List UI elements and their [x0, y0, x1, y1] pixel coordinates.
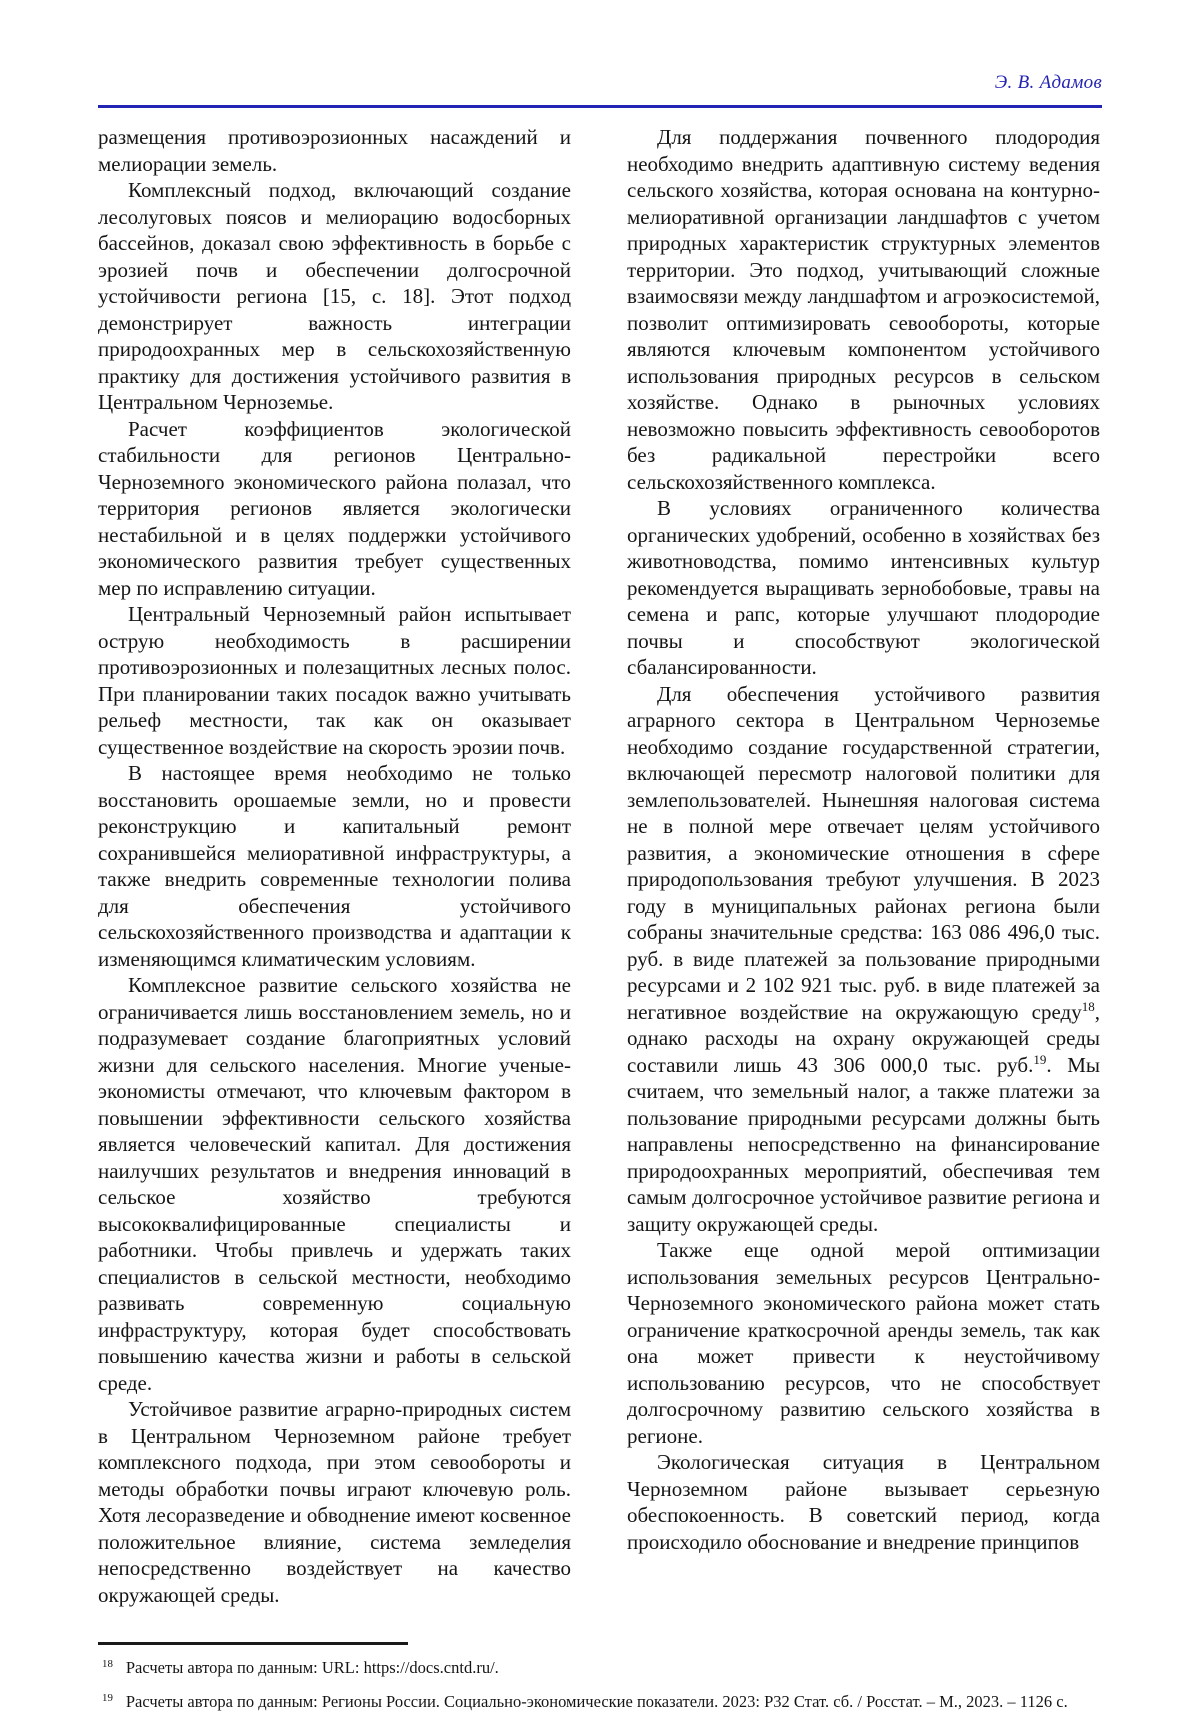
footnote-marker: 18: [1081, 998, 1095, 1014]
footnote-rule: [98, 1642, 408, 1645]
footnote-number: 19: [102, 1691, 113, 1704]
right-column: [627, 124, 1100, 1608]
footnote-number: 18: [102, 1657, 113, 1670]
paragraph: Для обеспечения устойчивого развития аграрного сектора в Центральном Черноземье необходимо создание государственной стратегии, включающей пересмотр налоговой политики для землепользователей. Нынешняя налоговая система не в полной мере отвечает целям устойчивого развития, а экономические отношения в сфере природопользования требуют улучшения. В 2023 году в муниципальных районах региона были собраны значительные средства: 163 086 496,0 тыс. руб. в виде платежей за пользование природными ресурсами и 2 102 921 тыс. руб. в виде платежей за негативное воздействие на окружающую среду$^{18}$, однако расходы на охрану окружающей среды составили лишь 43 306 000,0 тыс. руб.$^{19}$. Мы считаем, что земельный налог, а также платежи за пользование природными ресурсами должны быть направлены непосредственно на финансирование природоохранных мероприятий, обеспечивая тем самым долгосрочное устойчивое развитие региона и защиту окружающей среды.: [627, 681, 1100, 1236]
page-header: [98, 72, 1102, 100]
paragraph: Комплексное развитие сельского хозяйства не ограничивается лишь восстановлением земель, но и подразумевает создание благоприятных условий жизни для сельского населения. Многие ученые-экономисты отмечают, что ключевым фактором в повышении эффективности сельского хозяйства является человеческий капитал. Для достижения наилучших результатов и внедрения инноваций в сельское хозяйство требуются высококвалифицированные специалисты и работники. Чтобы привлечь и удержать таких специалистов в сельской местности, необходимо развивать современную социальную инфраструктуру, которая будет способствовать повышению качества жизни и работы в сельской среде.: [98, 973, 571, 1395]
paragraph: Также еще одной мерой оптимизации использования земельных ресурсов Центрально-Черноземного экономического района может стать ограничение краткосрочной аренды земель, так как она может привести к неустойчивому использованию ресурсов, что не способствует долгосрочному развитию сельского хозяйства в регионе.: [627, 1238, 1100, 1448]
footnote-marker: 19: [1033, 1051, 1047, 1067]
paragraph: Расчет коэффициентов экологической стабильности для регионов Центрально-Черноземного экономического района полазал, что территория регионов является экологически нестабильной и в целях поддержки устойчивого экономического развития требует существенных мер по исправлению ситуации.: [98, 416, 571, 600]
footnote: $^{18}$ Расчеты автора по данным: URL: https://docs.cntd.ru/.: [102, 1657, 499, 1677]
paragraph: Устойчивое развитие аграрно-природных систем в Центральном Черноземном районе требует комплексного подхода, при этом севообороты и методы обработки почвы играют ключевую роль. Хотя лесоразведение и обводнение имеют косвенное положительное влияние, система земледелия непосредственно воздействует на качество окружающей среды.: [98, 1397, 571, 1607]
paragraph: Экологическая ситуация в Центральном Черноземном районе вызывает серьезную обеспокоенность. В советский период, когда происходило обоснование и внедрение принципов: [627, 1450, 1100, 1554]
text-columns: [98, 124, 1102, 1608]
paragraph: В условиях ограниченного количества органических удобрений, особенно в хозяйствах без животноводства, помимо интенсивных культур рекомендуется выращивать зернобобовые, травы на семена и рапс, которые улучшают плодородие почвы и способствуют экологической сбалансированности.: [627, 496, 1100, 679]
footnote: $^{19}$ Расчеты автора по данным: Регионы России. Социально-экономические показатели. 2023: Р32 Стат. сб. / Росстат. – М., 2023. – 1126 с.: [102, 1691, 1068, 1711]
paragraph: Для поддержания почвенного плодородия необходимо внедрить адаптивную систему ведения сельского хозяйства, которая основана на контурно-мелиоративной организации ландшафтов с учетом природных характеристик структурных элементов территории. Это подход, учитывающий сложные взаимосвязи между ландшафтом и агроэкосистемой, позволит оптимизировать севообороты, которые являются ключевым компонентом устойчивого использования природных ресурсов в сельском хозяйстве. Однако в рыночных условиях невозможно повысить эффективность севооборотов без радикальной перестройки всего сельскохозяйственного комплекса.: [627, 125, 1100, 494]
header-rule: [98, 105, 1102, 108]
paragraph: В настоящее время необходимо не только восстановить орошаемые земли, но и провести реконструкцию и капитальный ремонт сохранившейся мелиоративной инфраструктуры, а также внедрить современные технологии полива для обеспечения устойчивого сельскохозяйственного производства и адаптации к изменяющимся климатическим условиям.: [98, 761, 571, 971]
paragraph: Комплексный подход, включающий создание лесолуговых поясов и мелиорацию водосборных бассейнов, доказал свою эффективность в борьбе с эрозией почв и обеспечении долгосрочной устойчивости региона [15, с. 18]. Этот подход демонстрирует важность интеграции природоохранных мер в сельскохозяйственную практику для достижения устойчивого развития в Центральном Черноземье.: [98, 178, 571, 414]
paragraph: Центральный Черноземный район испытывает острую необходимость в расширении противоэрозионных и полезащитных лесных полос. При планировании таких посадок важно учитывать рельеф местности, так как он оказывает существенное воздействие на скорость эрозии почв.: [98, 602, 571, 759]
footnotes-section: [98, 1642, 1102, 1713]
author-name: Э. В. Адамов: [994, 72, 1102, 93]
paragraph: размещения противоэрозионных насаждений и мелиорации земель.: [98, 125, 571, 176]
left-column: [98, 124, 571, 1608]
